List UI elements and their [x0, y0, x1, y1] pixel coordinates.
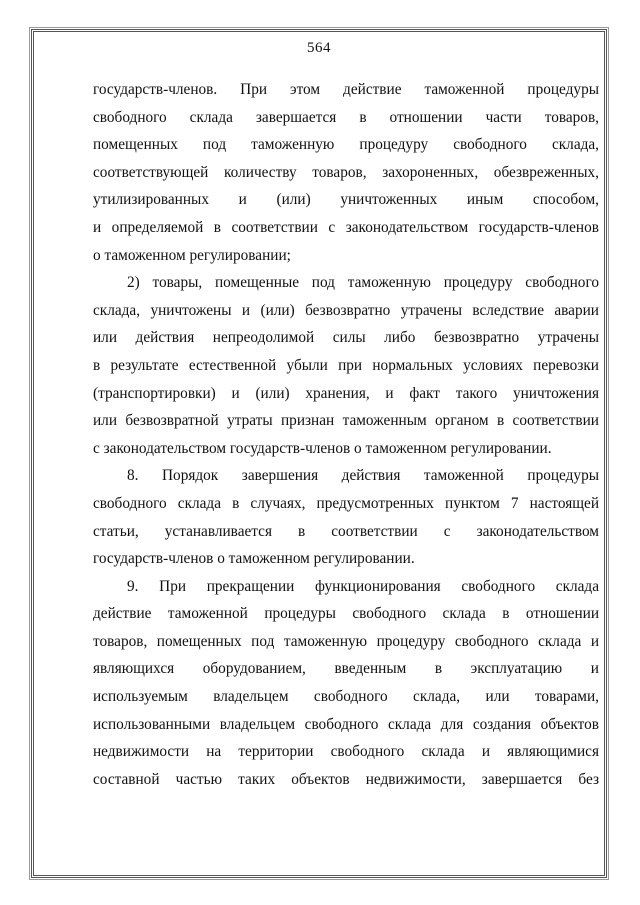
text-line: или безвозвратной утраты признан таможенным органом в соответствии	[93, 412, 599, 430]
text-line: склада, уничтожены и (или) безвозвратно утрачены вследствие аварии	[93, 301, 599, 319]
text-line: свободного склада завершается в отношении части товаров,	[93, 108, 599, 126]
text-line: статьи, устанавливается в соответствии с законодательством	[93, 522, 599, 540]
text-line: товаров, помещенных под таможенную процедуру свободного склада и	[93, 632, 599, 650]
text-line: утилизированных и (или) уничтоженных иным способом,	[93, 191, 599, 209]
document-page	[31, 29, 607, 878]
text-line: недвижимости на территории свободного склада и являющимися	[93, 743, 599, 761]
text-line: 2) товары, помещенные под таможенную процедуру свободного	[127, 274, 599, 292]
text-line: составной частью таких объектов недвижимости, завершается без	[93, 770, 599, 788]
paragraph-3	[93, 462, 599, 572]
text-line: 8. Порядок завершения действия таможенной процедуры	[127, 467, 599, 485]
text-line: в результате естественной убыли при нормальных условиях перевозки	[93, 356, 599, 374]
text-line: являющихся оборудованием, введенным в эксплуатацию и	[93, 660, 599, 678]
page-number: 564	[307, 40, 331, 56]
text-line: свободного склада в случаях, предусмотренных пунктом 7 настоящей	[93, 494, 599, 512]
text-line: о таможенном регулировании;	[93, 246, 291, 264]
text-line: государств-членов о таможенном регулировании.	[93, 550, 415, 568]
text-line: с законодательством государств-членов о таможенном регулировании.	[93, 439, 552, 457]
text-line: помещенных под таможенную процедуру свободного склада,	[93, 136, 599, 154]
text-line: используемым владельцем свободного склада, или товарами,	[93, 688, 599, 706]
text-line: использованными владельцем свободного склада для создания объектов	[93, 715, 599, 733]
text-line: действие таможенной процедуры свободного склада в отношении	[93, 605, 599, 623]
paragraph-4	[93, 573, 599, 794]
text-line: 9. При прекращении функционирования свободного склада	[127, 577, 599, 595]
paragraph-2	[93, 269, 599, 462]
paragraph-1	[93, 76, 599, 269]
text-line: соответствующей количеству товаров, захороненных, обезвреженных,	[93, 163, 599, 181]
text-line: (транспортировки) и (или) хранения, и факт такого уничтожения	[93, 384, 599, 402]
text-line: государств-членов. При этом действие таможенной процедуры	[93, 81, 599, 98]
document-body	[93, 76, 599, 793]
text-line: или действия непреодолимой силы либо безвозвратно утрачены	[93, 329, 599, 347]
text-line: и определяемой в соответствии с законодательством государств-членов	[93, 218, 599, 236]
